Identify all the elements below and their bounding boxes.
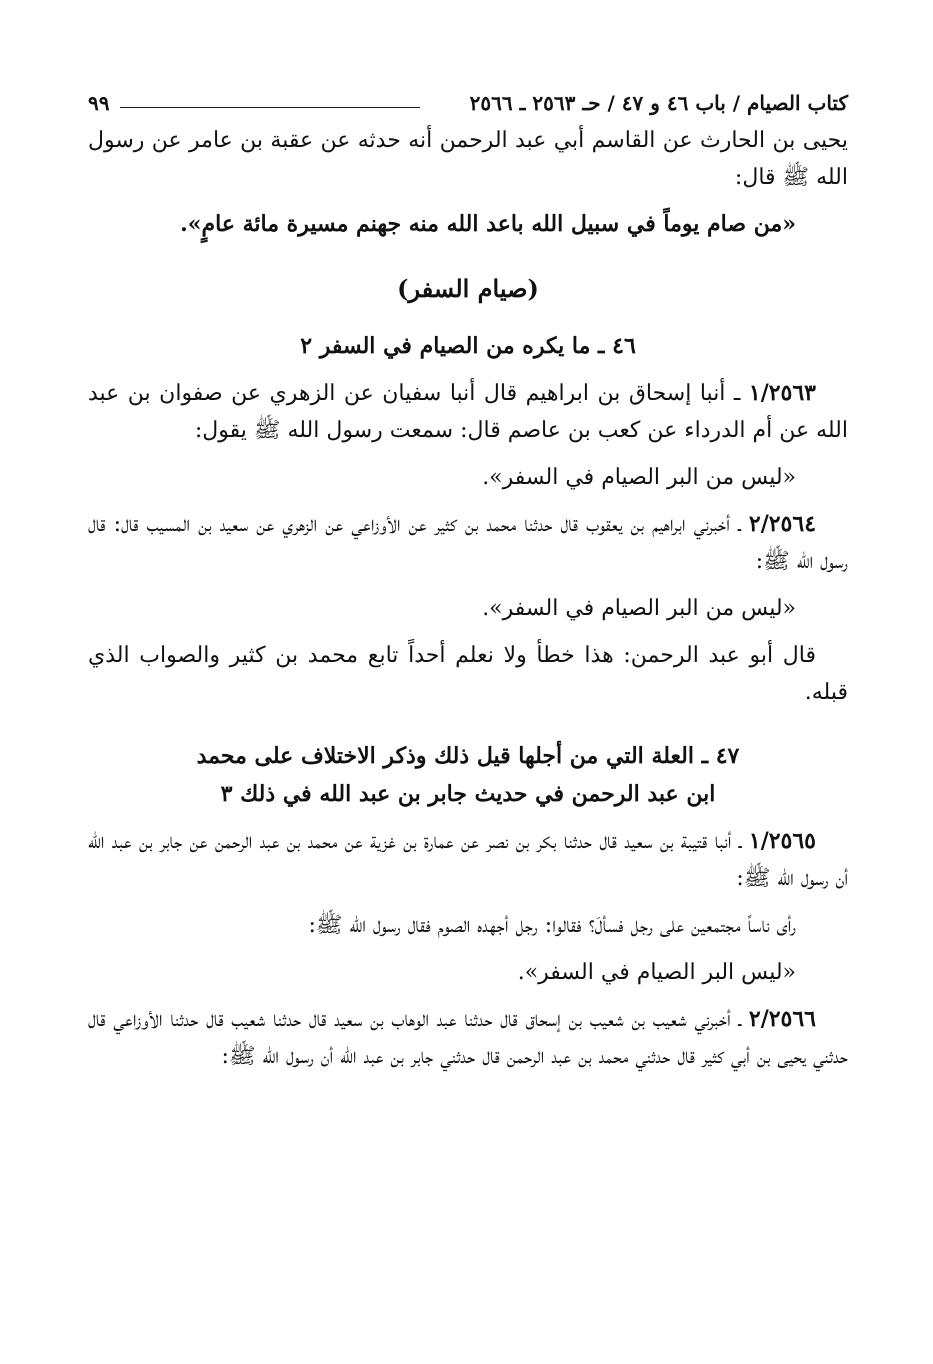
chapter-46-title: ٤٦ ـ ما يكره من الصيام في السفر ٢ — [300, 333, 636, 359]
intro-quote: «من صام يوماً في سبيل الله باعد الله منه جهنم مسيرة مائة عامٍ». — [180, 211, 796, 237]
running-header — [88, 88, 848, 122]
commentary: قال أبو عبد الرحمن: هذا خطأ ولا نعلم أحداً تابع محمد بن كثير والصواب الذي قبله. — [88, 643, 848, 705]
hadith-2565 — [88, 823, 848, 897]
hadith-2565-quote: «ليس البر الصيام في السفر». — [517, 960, 796, 985]
book-page — [88, 88, 848, 1075]
chapter-47-title-line-2: ابن عبد الرحمن في حديث جابر بن عبد الله في ذلك ٣ — [220, 781, 716, 807]
hadith-number: ١/٢٥٦٣ — [748, 380, 816, 406]
chapter-47-title-line-1: ٤٧ ـ العلة التي من أجلها قيل ذلك وذكر الاختلاف على محمد — [196, 743, 740, 769]
hadith-2564 — [88, 506, 848, 580]
hadith-text: ـ أخبرني ابراهيم بن يعقوب قال حدثنا محمد بن كثير عن الأوزاعي عن الزهري عن سعيد بن المسيب قال: قال رسول الله ﷺ: — [88, 512, 848, 574]
hadith-number: ١/٢٥٦٥ — [748, 828, 816, 854]
hadith-2563 — [88, 375, 848, 449]
hadith-number: ٢/٢٥٦٦ — [748, 1006, 816, 1032]
hadith-number: ٢/٢٥٦٤ — [748, 511, 817, 537]
page-number: ٩٩ — [88, 91, 110, 115]
header-title: كتاب الصيام / باب ٤٦ و ٤٧ / حـ ٢٥٦٣ ـ ٢٥٦٦ — [469, 91, 848, 115]
hadith-text: ـ أنبا إسحاق بن ابراهيم قال أنبا سفيان عن الزهري عن صفوان بن عبد الله عن أم الدرداء عن كعب بن عاصم قال: سمعت رسول الله ﷺ يقول: — [88, 381, 848, 443]
hadith-2565-narrative: رأى ناساً مجتمعين على رجل فسألَ؟ فقالوا: رجل أجهده الصوم فقال رسول الله ﷺ: — [308, 913, 796, 938]
hadith-text: ـ أنبا قتيبة بن سعيد قال حدثنا بكر بن نصر عن عمارة بن غزية عن محمد بن عبد الرحمن عن جابر بن عبد الله أن رسول الله ﷺ: — [88, 829, 848, 891]
hadith-2564-quote: «ليس من البر الصيام في السفر». — [482, 596, 796, 621]
hadith-2566 — [88, 1001, 848, 1075]
section-title: (صيام السفر) — [397, 274, 539, 303]
intro-text: يحيى بن الحارث عن القاسم أبي عبد الرحمن أنه حدثه عن عقبة بن عامر عن رسول الله ﷺ قال: — [88, 128, 849, 190]
hadith-text: ـ أخبرني شعيب بن شعيب بن إسحاق قال حدثنا عبد الوهاب بن سعيد قال حدثنا شعيب قال حدثنا الأوزاعي قال حدثني يحيى بن أبي كثير قال حدثني محمد بن عبد الرحمن قال حدثني جابر بن عبد الله أن رسول الله ﷺ: — [88, 1007, 848, 1069]
hadith-2563-quote: «ليس من البر الصيام في السفر». — [482, 465, 796, 490]
header-rule — [120, 107, 420, 108]
